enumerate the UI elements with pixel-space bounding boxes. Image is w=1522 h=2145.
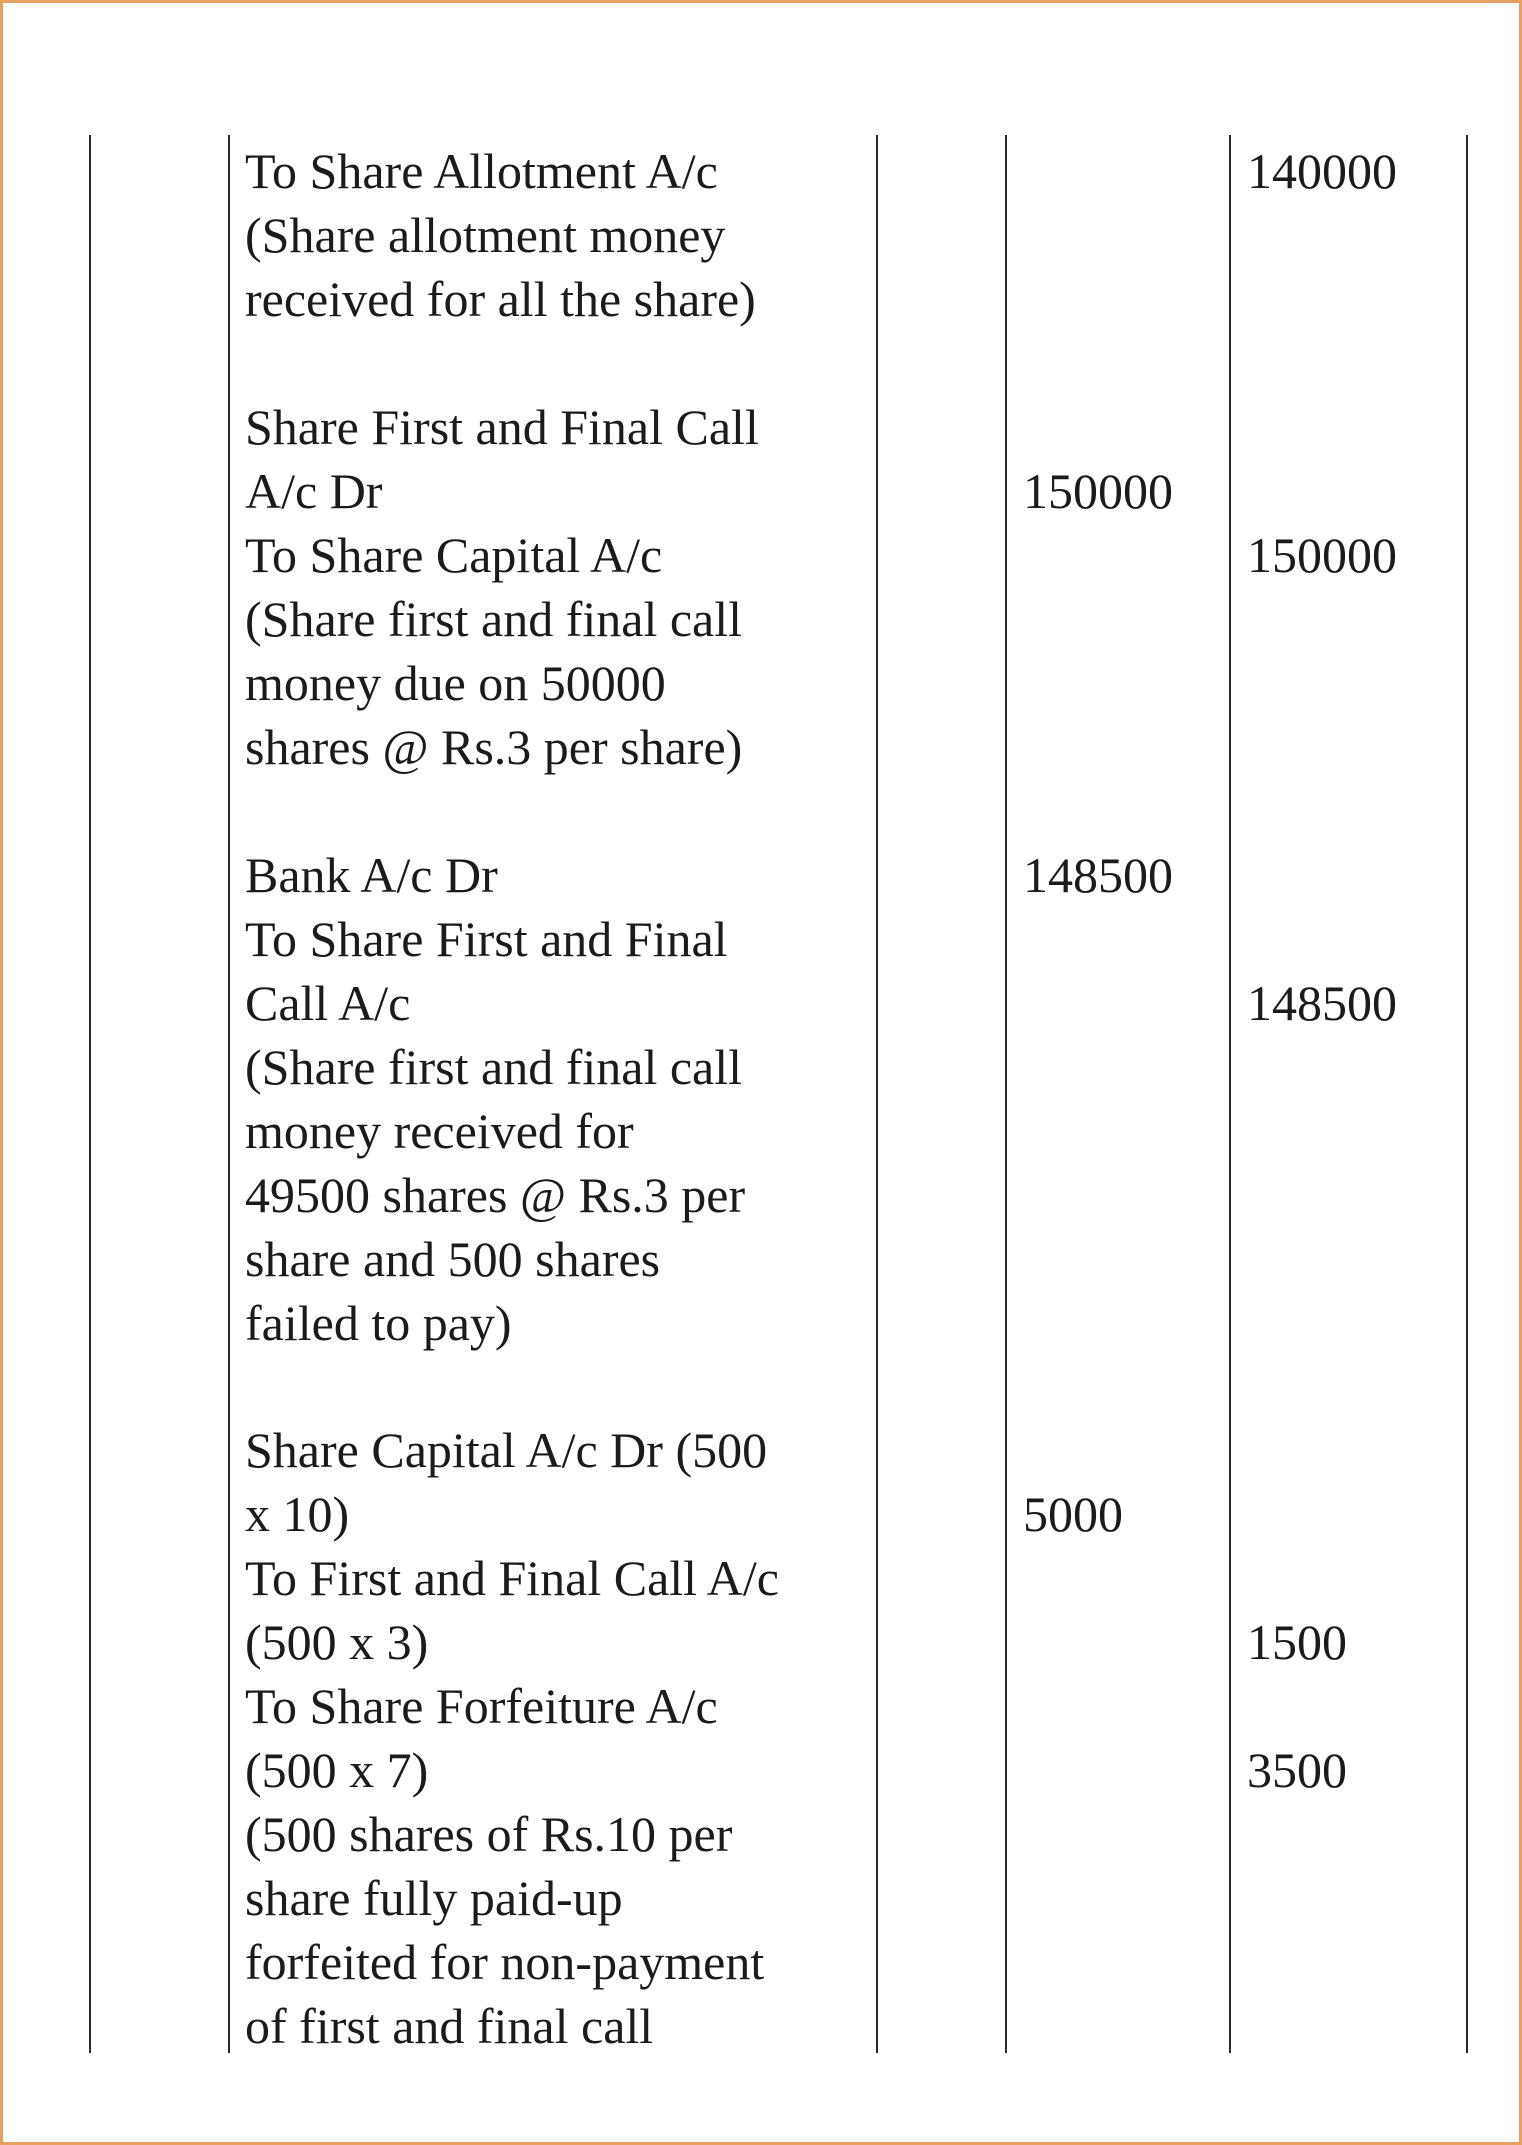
entry-1-particulars-line: received for all the share) — [245, 271, 756, 327]
entry-4-credit-amount: 1500 — [1247, 1614, 1347, 1670]
entry-3-particulars-line: failed to pay) — [245, 1295, 512, 1351]
entry-2-particulars-line: shares @ Rs.3 per share) — [245, 719, 743, 775]
entry-3-particulars-line: (Share first and final call — [245, 1039, 743, 1095]
entry-4-particulars-line: x 10) — [245, 1486, 350, 1542]
column-rule-particulars-left — [228, 135, 230, 2053]
entry-2-particulars-line: A/c Dr — [245, 463, 383, 519]
entry-4-particulars-line: (500 x 7) — [245, 1742, 429, 1798]
entry-3-credit-amount: 148500 — [1247, 975, 1397, 1031]
entry-2-particulars-line: money due on 50000 — [245, 655, 666, 711]
column-rule-credit-left — [1229, 135, 1231, 2053]
entry-4-particulars-line: forfeited for non-payment — [245, 1934, 765, 1990]
entry-4-particulars-line: (500 x 3) — [245, 1614, 429, 1670]
entry-3-particulars-line: share and 500 shares — [245, 1231, 661, 1287]
entry-3-particulars-line: money received for — [245, 1103, 634, 1159]
entry-3-particulars-line: 49500 shares @ Rs.3 per — [245, 1167, 746, 1223]
column-rule-credit-right — [1466, 135, 1468, 2053]
entry-3-particulars-line: Bank A/c Dr — [245, 847, 498, 903]
entry-3-debit-amount: 148500 — [1023, 847, 1173, 903]
column-rule-lf-left — [876, 135, 878, 2053]
entry-4-credit-amount: 3500 — [1247, 1742, 1347, 1798]
column-rule-date-left — [89, 135, 91, 2053]
entry-4-particulars-line: (500 shares of Rs.10 per — [245, 1806, 733, 1862]
entry-4-particulars-line: To Share Forfeiture A/c — [245, 1678, 718, 1734]
column-rule-debit-left — [1005, 135, 1007, 2053]
entry-4-particulars-line: Share Capital A/c Dr (500 — [245, 1422, 768, 1478]
entry-4-particulars-line: of first and final call — [245, 1998, 654, 2054]
entry-4-particulars-line: To First and Final Call A/c — [245, 1550, 779, 1606]
entry-2-particulars-line: (Share first and final call — [245, 591, 743, 647]
entry-3-particulars-line: To Share First and Final — [245, 911, 728, 967]
entry-1-particulars-line: To Share Allotment A/c — [245, 143, 718, 199]
entry-1-credit-amount: 140000 — [1247, 143, 1397, 199]
entry-2-particulars-line: Share First and Final Call — [245, 399, 759, 455]
entry-1-particulars-line: (Share allotment money — [245, 207, 726, 263]
entry-2-credit-amount: 150000 — [1247, 527, 1397, 583]
entry-4-debit-amount: 5000 — [1023, 1486, 1123, 1542]
entry-3-particulars-line: Call A/c — [245, 975, 411, 1031]
entry-2-debit-amount: 150000 — [1023, 463, 1173, 519]
entry-4-particulars-line: share fully paid-up — [245, 1870, 623, 1926]
entry-2-particulars-line: To Share Capital A/c — [245, 527, 663, 583]
